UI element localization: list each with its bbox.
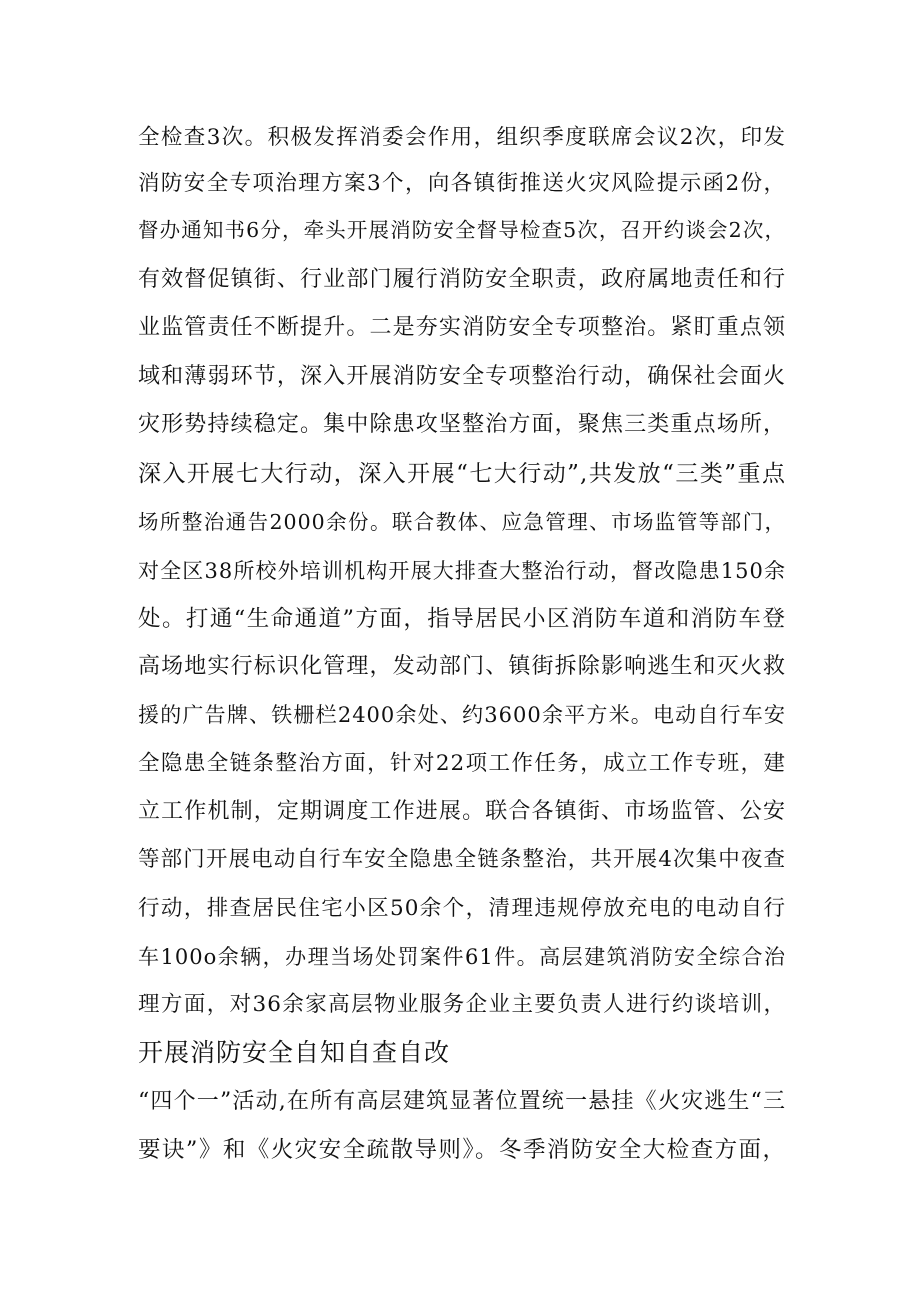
paragraph-line: 车100o余辆，办理当场处罚案件61件。高层建筑消防安全综合治 [138,945,786,969]
paragraph-line: 灾形势持续稳定。集中除患攻坚整治方面，聚焦三类重点场所， [138,412,786,437]
paragraph-line: 开展消防安全自知自查自改 [138,1038,451,1067]
paragraph-line: “四个一”活动,在所有高层建筑显著位置统一悬挂《火灾逃生“三 [138,1089,786,1114]
paragraph-line: 处。打通“生命通道”方面，指导居民小区消防车道和消防车登 [138,606,786,632]
paragraph-line: 要诀”》和《火灾安全疏散导则》。冬季消防安全大检查方面， [138,1137,786,1163]
paragraph-line: 场所整治通告2000余份。联合教体、应急管理、市场监管等部门， [138,510,786,534]
paragraph-line: 督办通知书6分，牵头开展消防安全督导检查5次，召开约谈会2次， [138,218,786,242]
paragraph-line: 业监管责任不断提升。二是夯实消防安全专项整治。紧盯重点领 [138,315,786,340]
paragraph-line: 域和薄弱环节，深入开展消防安全专项整治行动，确保社会面火 [138,364,786,389]
paragraph-line: 消防安全专项治理方案3个，向各镇街推送火灾风险提示函2份， [138,171,786,196]
paragraph-line: 全隐患全链条整治方面，针对22项工作任务，成立工作专班，建 [138,751,786,776]
paragraph-line: 援的广告牌、铁栅栏2400余处、约3600余平方米。电动自行车安 [138,703,786,727]
paragraph-line: 等部门开展电动自行车安全隐患全链条整治，共开展4次集中夜查 [138,847,786,872]
paragraph-line: 立工作机制，定期调度工作进展。联合各镇街、市场监管、公安 [138,799,786,824]
paragraph-line: 全检查3次。积极发挥消委会作用，组织季度联席会议2次，印发 [138,125,786,150]
paragraph-line: 行动，排查居民住宅小区50余个，清理违规停放充电的电动自行 [138,896,786,921]
paragraph-line: 有效督促镇街、行业部门履行消防安全职责，政府属地责任和行 [138,267,786,292]
paragraph-line: 理方面，对36余家高层物业服务企业主要负责人进行约谈培训， [138,992,786,1017]
paragraph-line: 对全区38所校外培训机构开展大排查大整治行动，督改隐患150余 [138,559,786,583]
paragraph-line: 高场地实行标识化管理，发动部门、镇街拆除影响逃生和灭火救 [138,654,786,679]
paragraph-line: 深入开展七大行动，深入开展“七大行动”,共发放“三类”重点 [138,461,786,487]
